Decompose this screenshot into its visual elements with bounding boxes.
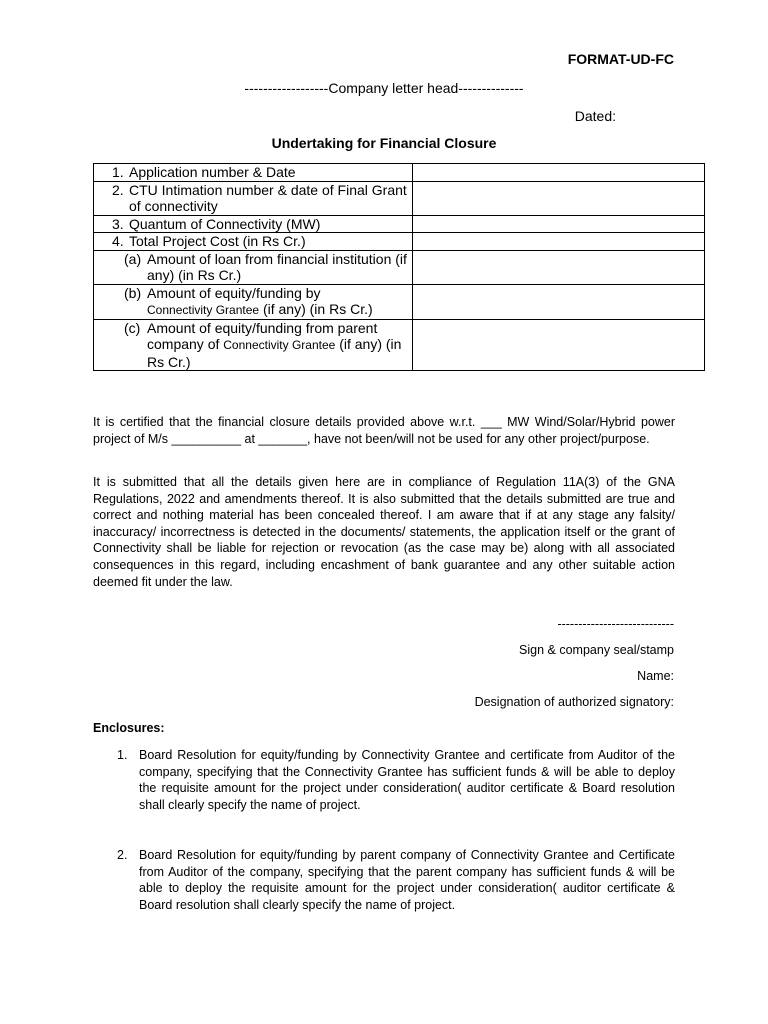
table-value-cell[interactable] [413, 233, 705, 251]
enclosure-number: 2. [117, 848, 128, 862]
row-label: Application number & Date [129, 164, 296, 180]
table-value-cell[interactable] [413, 250, 705, 284]
table-label-cell [94, 233, 413, 251]
row-label-part1: Amount of equity/funding by [147, 284, 321, 301]
table-row [94, 319, 705, 371]
sign-seal-label: Sign & company seal/stamp [519, 643, 674, 657]
table-value-cell[interactable] [413, 164, 705, 182]
enclosure-text: Board Resolution for equity/funding by parent company of Connectivity Grantee and Certificate from Auditor of the company, specifying that the parent company has sufficient funds & will be able to deploy the requisite amount for the project under consideration( auditor certificate & Board resolution shall clearly specify the name of project. [139, 848, 675, 912]
enclosures-heading: Enclosures: [93, 721, 165, 735]
row-number: 1. [112, 164, 124, 180]
table-label-cell [94, 250, 413, 284]
page-title: Undertaking for Financial Closure [271, 135, 497, 151]
certification-paragraph: It is certified that the financial closure details provided above w.r.t. ___ MW Wind/Solar/Hybrid power project of M/s __________ at _______, have not been/will not be used for any other project/purpose. [93, 415, 675, 446]
row-number: (a) [124, 250, 142, 267]
enclosure-item [117, 847, 675, 913]
table-row [94, 284, 705, 319]
row-label-part1: Amount of equity/funding from parent company of [147, 319, 378, 352]
table-row [94, 250, 705, 284]
row-number: 4. [112, 233, 124, 249]
row-number: 2. [112, 181, 124, 198]
name-label: Name: [637, 669, 674, 683]
table-row [94, 181, 705, 215]
table-label-cell [94, 284, 413, 319]
row-label [147, 320, 412, 371]
details-table [93, 163, 705, 371]
row-label-part2: (if any) (in Rs Cr.) [262, 301, 373, 317]
table-label-cell [94, 164, 413, 182]
compliance-paragraph: It is submitted that all the details given here are in compliance of Regulation 11A(3) of the GNA Regulations, 2022 and amendments thereof. It is also submitted that the details submitted are true and correct and nothing material has been concealed thereof. I am aware that if at any stage any falsity/ inaccuracy/ incorrectness is detected in the documents/ statements, the application itself or the grant of Connectivity shall be liable for rejection or revocation (as the case may be) along with all associated consequences in this regard, including encashment of bank guarantee and any other suitable action deemed fit under the law. [93, 475, 675, 589]
letter-head-placeholder: ------------------Company letter head-------------- [244, 80, 524, 96]
table-label-cell [94, 319, 413, 371]
row-number: 3. [112, 215, 124, 232]
row-number: (c) [124, 319, 141, 336]
designation-label: Designation of authorized signatory: [474, 695, 674, 709]
row-label: Total Project Cost (in Rs Cr.) [129, 233, 306, 249]
row-label: Quantum of Connectivity (MW) [129, 215, 321, 232]
table-row [94, 233, 705, 251]
enclosure-text: Board Resolution for equity/funding by Connectivity Grantee and certificate from Auditor of the company, specifying that the Connectivity Grantee has sufficient funds & will be able to deploy the requisite amount for the project under consideration( auditor certificate & Board resolution shall clearly specify the name of project. [139, 748, 675, 812]
row-label-grantee: Connectivity Grantee [147, 303, 260, 317]
table-value-cell[interactable] [413, 284, 705, 319]
dated-label: Dated: [574, 108, 616, 124]
row-label: CTU Intimation number & date of Final Grant of connectivity [129, 181, 407, 214]
table-label-cell [94, 181, 413, 215]
row-label [147, 285, 373, 319]
enclosure-number: 1. [117, 748, 128, 762]
row-label-grantee: Connectivity Grantee [223, 338, 336, 352]
enclosure-item [117, 747, 675, 813]
table-value-cell[interactable] [413, 181, 705, 215]
table-label-cell [94, 215, 413, 233]
signature-line: ---------------------------- [557, 617, 674, 631]
format-code: FORMAT-UD-FC [567, 51, 674, 67]
row-label-part2: (if any) (in Rs Cr.) [147, 336, 402, 370]
table-value-cell[interactable] [413, 215, 705, 233]
row-number: (b) [124, 284, 142, 301]
table-row [94, 164, 705, 182]
row-label: Amount of loan from financial institution (if any) (in Rs Cr.) [147, 250, 407, 283]
table-value-cell[interactable] [413, 319, 705, 371]
table-row [94, 215, 705, 233]
